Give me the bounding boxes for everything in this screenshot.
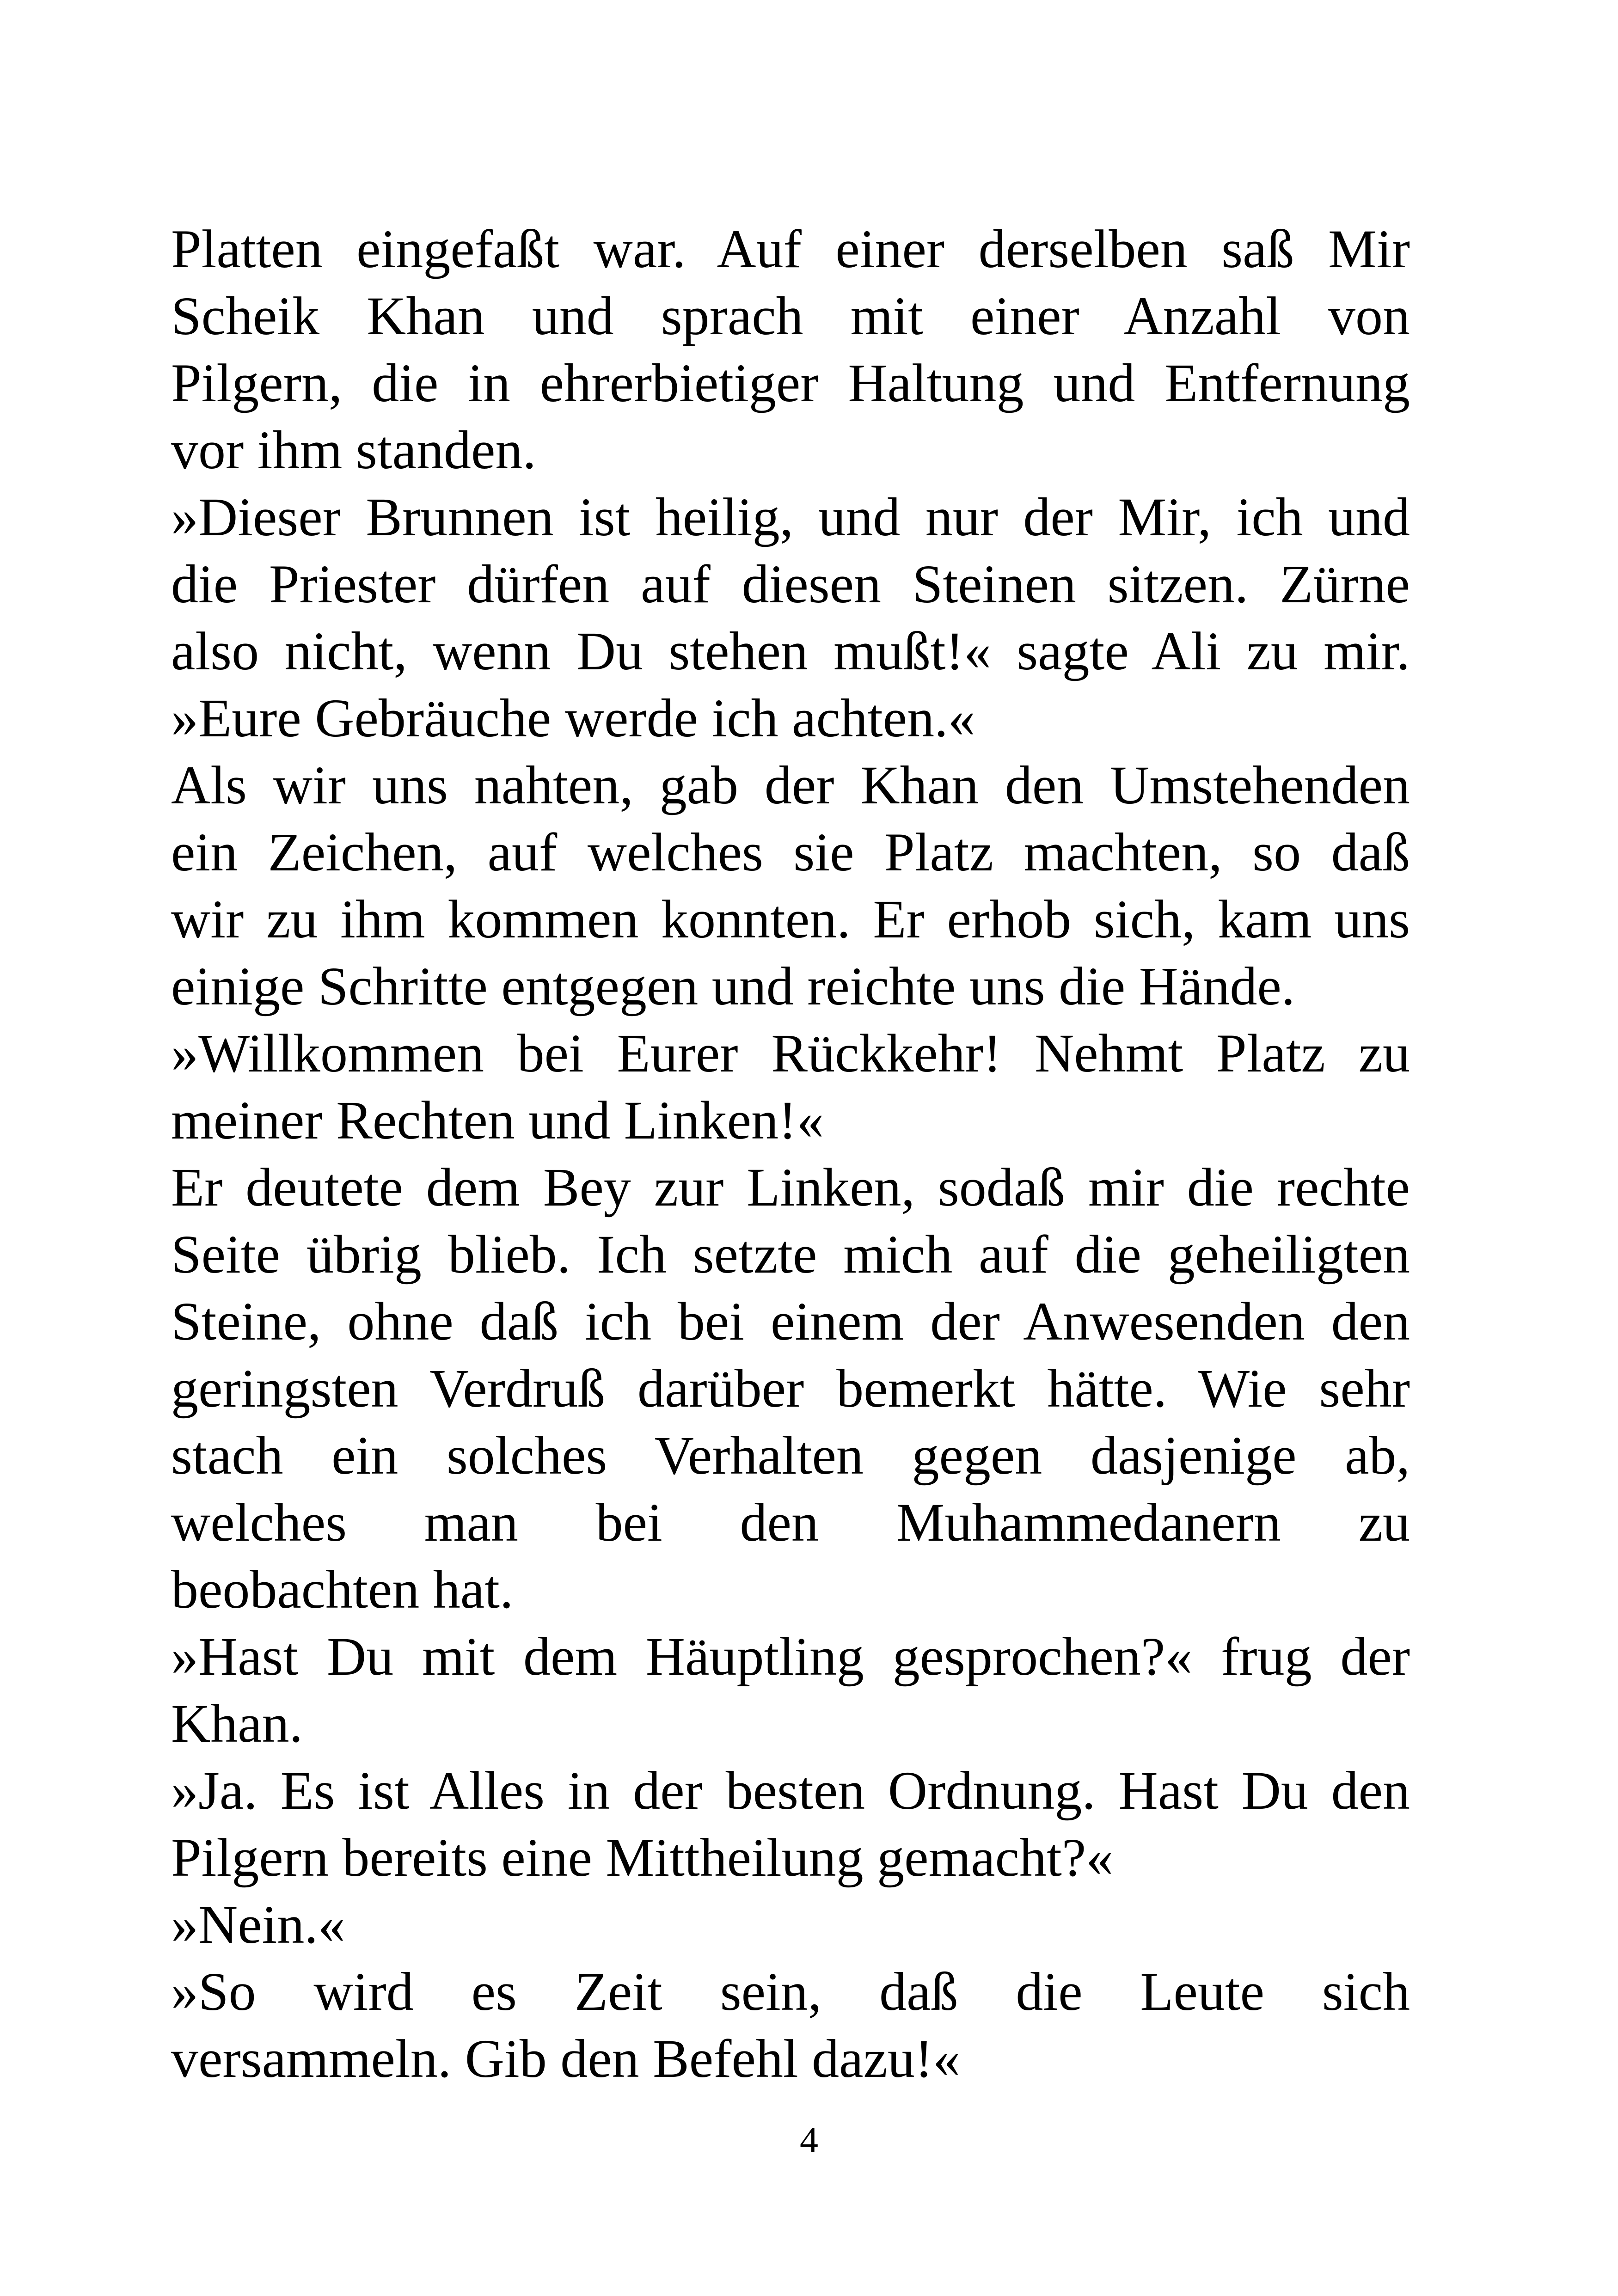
text-line: Pilgern, die in ehrerbietiger Haltung und Entfernung xyxy=(171,353,1410,413)
text-line: »Dieser Brunnen ist heilig, und nur der Mir, ich und xyxy=(171,487,1410,547)
text-line: beobachten hat. xyxy=(171,1559,514,1620)
text-line: stach ein solches Verhalten gegen dasjenige ab, xyxy=(171,1425,1410,1486)
text-line: »Ja. Es ist Alles in der besten Ordnung. Hast Du den xyxy=(171,1760,1410,1821)
text-line: »So wird es Zeit sein, daß die Leute sich xyxy=(171,1961,1410,2022)
body-text xyxy=(171,215,1410,2092)
text-line: Pilgern bereits eine Mittheilung gemacht?« xyxy=(171,1827,1114,1888)
text-line: Steine, ohne daß ich bei einem der Anwesenden den xyxy=(171,1291,1410,1352)
text-line: welches man bei den Muhammedanern zu xyxy=(171,1492,1410,1553)
text-line: »Nein.« xyxy=(171,1894,345,1955)
text-line: Khan. xyxy=(171,1693,303,1754)
text-line: »Hast Du mit dem Häuptling gesprochen?« frug der xyxy=(171,1626,1410,1687)
text-line: »Eure Gebräuche werde ich achten.« xyxy=(171,688,975,748)
text-line: Als wir uns nahten, gab der Khan den Umstehenden xyxy=(171,755,1410,815)
text-line: Platten eingefaßt war. Auf einer derselben saß Mir xyxy=(171,219,1410,279)
text-line: ein Zeichen, auf welches sie Platz machten, so daß xyxy=(171,822,1410,882)
page-number: 4 xyxy=(800,2120,818,2161)
text-line: einige Schritte entgegen und reichte uns die Hände. xyxy=(171,956,1295,1016)
text-line: Er deutete dem Bey zur Linken, sodaß mir die rechte xyxy=(171,1157,1410,1218)
text-line: also nicht, wenn Du stehen mußt!« sagte Ali zu mir. xyxy=(171,621,1410,681)
text-line: »Willkommen bei Eurer Rückkehr! Nehmt Platz zu xyxy=(171,1023,1410,1084)
text-line: wir zu ihm kommen konnten. Er erhob sich, kam uns xyxy=(171,889,1410,949)
text-line: meiner Rechten und Linken!« xyxy=(171,1090,824,1151)
text-line: geringsten Verdruß darüber bemerkt hätte. Wie sehr xyxy=(171,1358,1410,1419)
text-line: versammeln. Gib den Befehl dazu!« xyxy=(171,2028,961,2089)
text-line: die Priester dürfen auf diesen Steinen sitzen. Zürne xyxy=(171,554,1410,614)
text-line: Seite übrig blieb. Ich setzte mich auf die geheiligten xyxy=(171,1224,1410,1285)
text-line: Scheik Khan und sprach mit einer Anzahl von xyxy=(171,286,1410,346)
text-line: vor ihm standen. xyxy=(171,420,536,480)
